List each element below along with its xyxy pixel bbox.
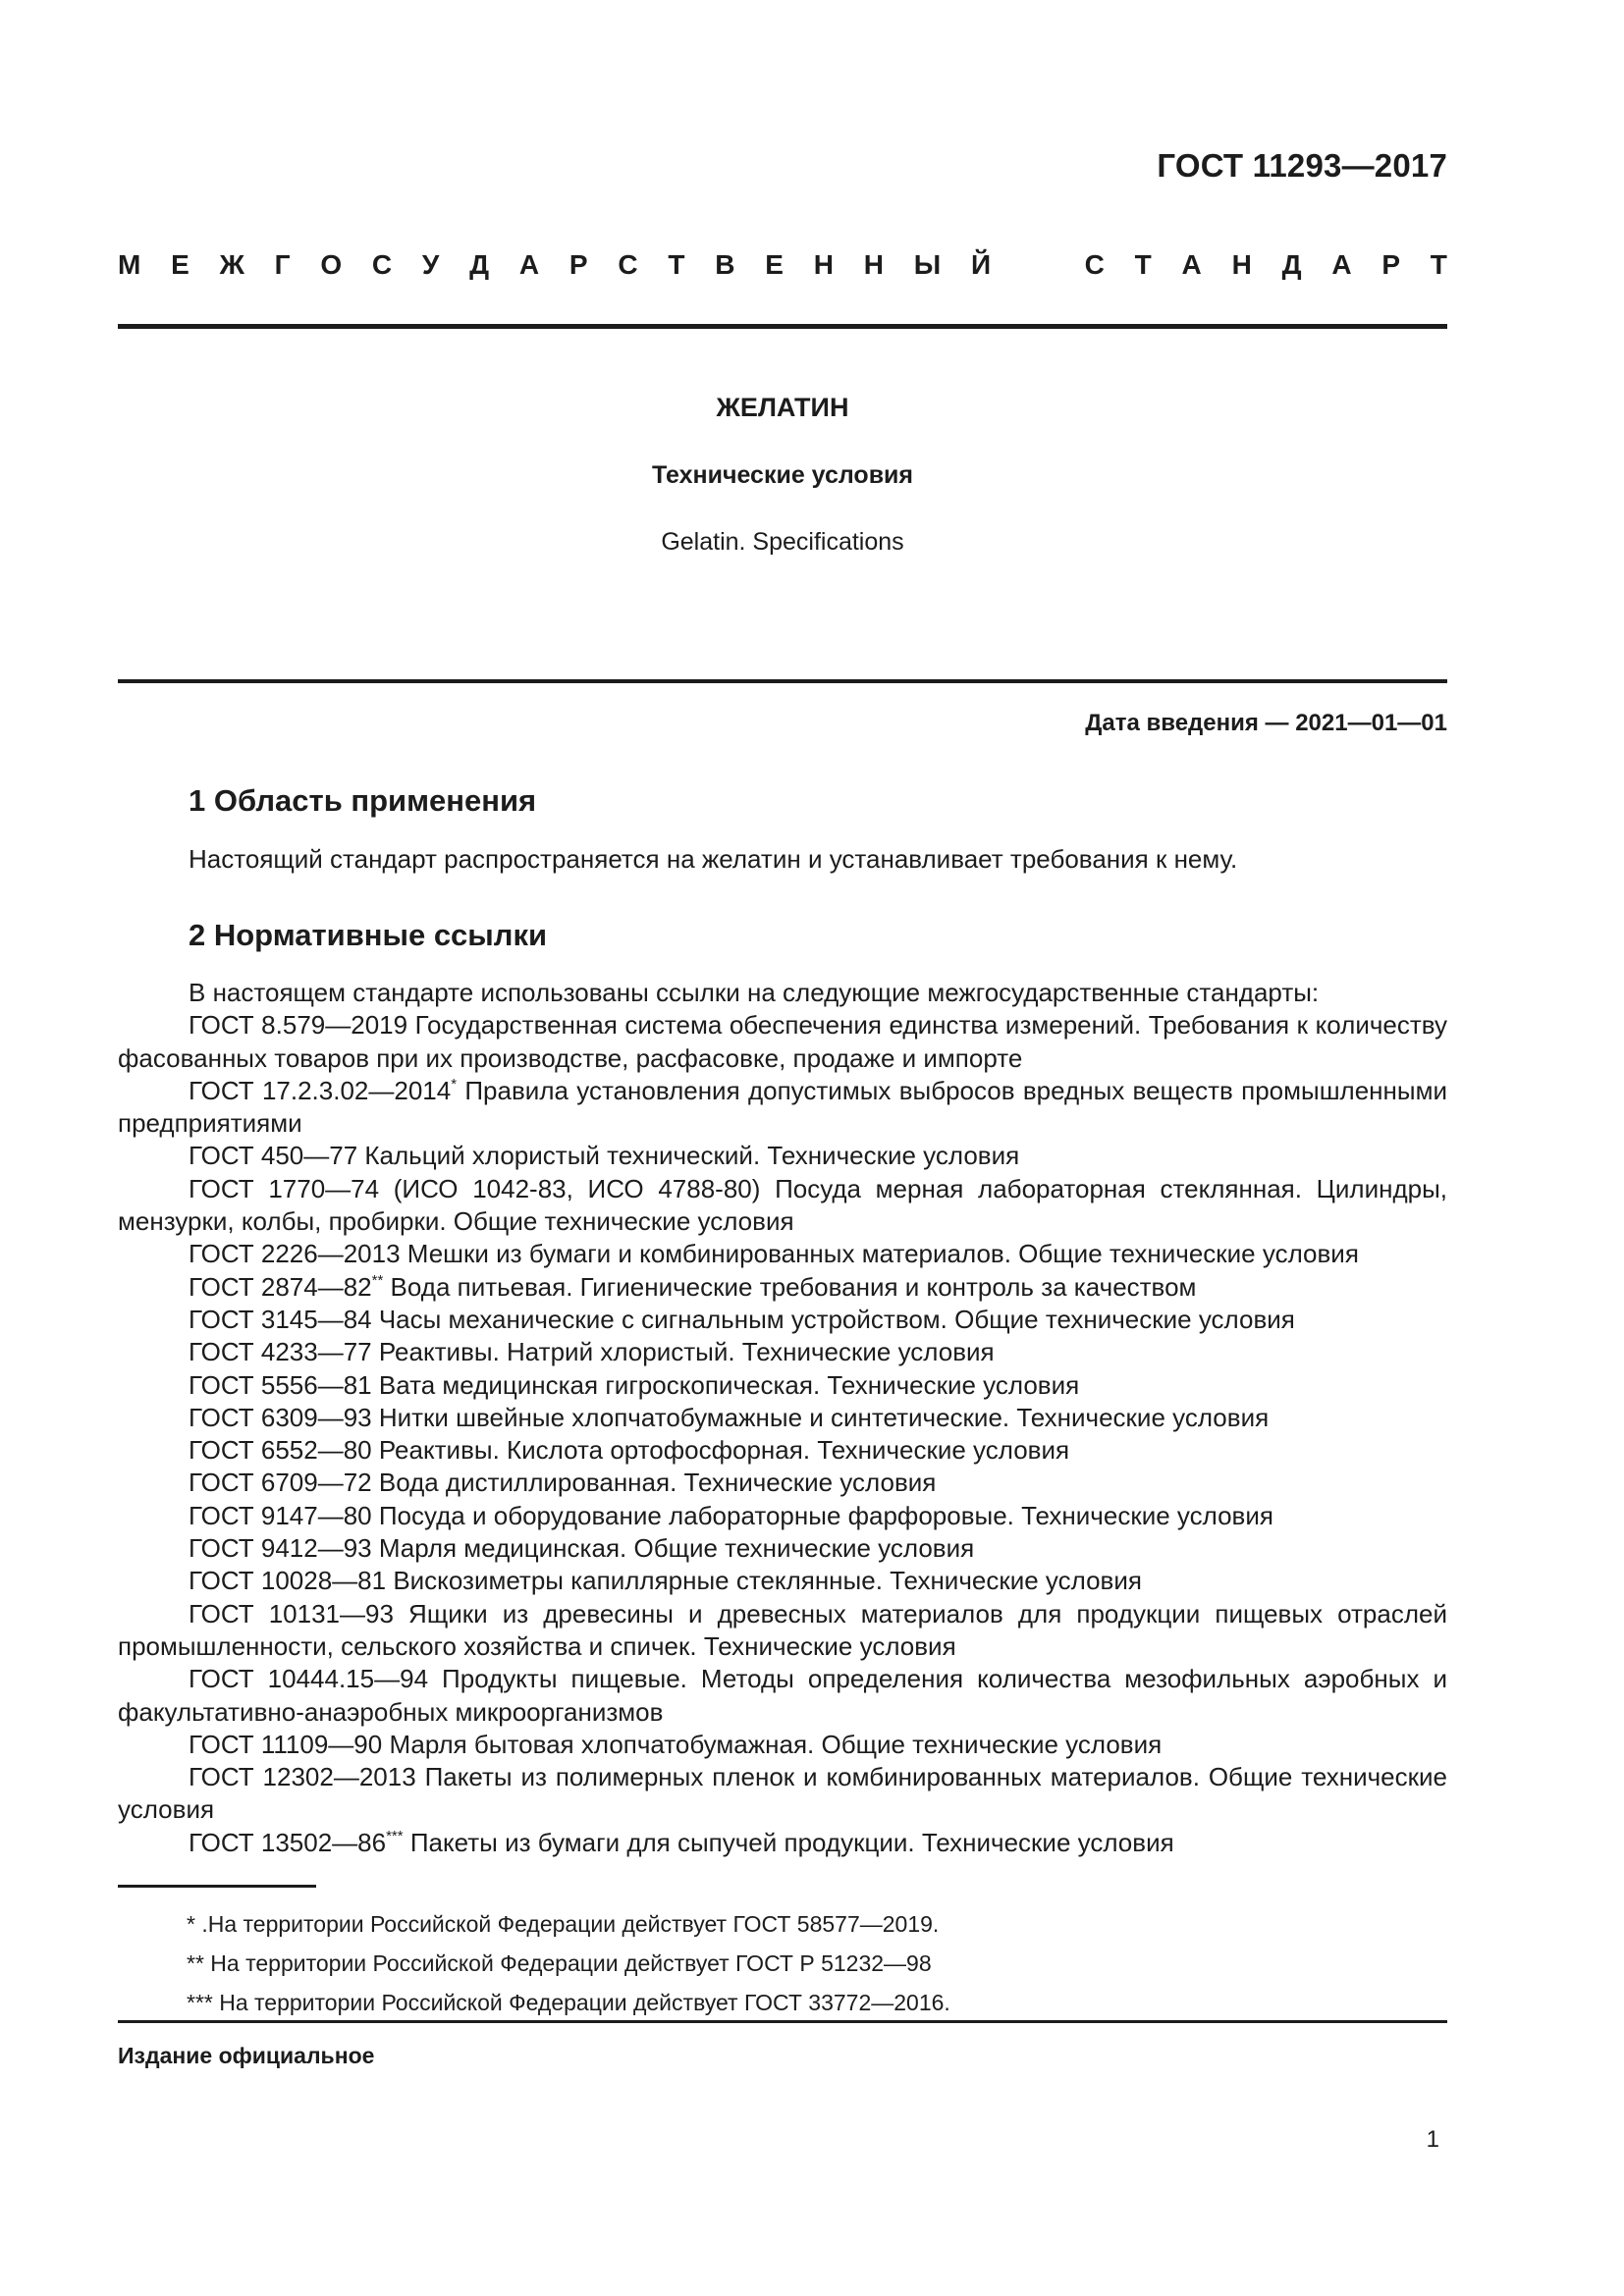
footnote-marker: * bbox=[451, 1075, 458, 1093]
reference-code: ГОСТ 6709—72 bbox=[189, 1468, 372, 1498]
references-list bbox=[118, 977, 1447, 1859]
reference-item bbox=[118, 1500, 1447, 1532]
reference-title: Нитки швейные хлопчатобумажные и синтетические. Технические условия bbox=[371, 1402, 1270, 1432]
document-title-english: Gelatin. Specifications bbox=[661, 528, 904, 556]
reference-title: Посуда мерная лабораторная стеклянная. Цилиндры, мензурки, колбы, пробирки. Общие технические условия bbox=[118, 1173, 1447, 1237]
banner-letter: Д bbox=[1281, 249, 1302, 280]
footnote-marker: ** bbox=[371, 1271, 384, 1289]
footnote-rule bbox=[118, 1885, 316, 1888]
reference-title: Продукты пищевые. Методы определения количества мезофильных аэробных и факультативно-анаэробных микроорганизмов bbox=[118, 1664, 1447, 1727]
reference-title: Реактивы. Кислота ортофосфорная. Технические условия bbox=[371, 1435, 1070, 1466]
banner-letter: Н bbox=[1231, 249, 1252, 280]
reference-code: ГОСТ 11109—90 bbox=[189, 1729, 383, 1759]
reference-title: Часы механические с сигнальным устройством. Общие технические условия bbox=[371, 1304, 1295, 1334]
document-title: ЖЕЛАТИН bbox=[716, 393, 849, 422]
banner-letter: Т bbox=[1430, 249, 1447, 280]
banner-letter: Т bbox=[1134, 249, 1152, 280]
reference-code: ГОСТ 8.579—2019 bbox=[189, 1010, 408, 1041]
bottom-rule bbox=[118, 2020, 1447, 2023]
reference-title: Правила установления допустимых выбросов вредных веществ промышленными предприятиями bbox=[118, 1075, 1447, 1139]
banner-letter: Е bbox=[765, 249, 784, 280]
reference-item bbox=[118, 1009, 1447, 1075]
document-subtitle: Технические условия bbox=[651, 461, 914, 489]
banner-letter: С bbox=[1084, 249, 1105, 280]
reference-item bbox=[118, 1598, 1447, 1664]
reference-code: ГОСТ 10131—93 bbox=[189, 1598, 394, 1629]
reference-code: ГОСТ 13502—86 bbox=[189, 1827, 387, 1857]
reference-item bbox=[118, 1369, 1447, 1402]
title-rule bbox=[118, 679, 1447, 683]
banner-letter: Ж bbox=[219, 249, 244, 280]
reference-code: ГОСТ 6552—80 bbox=[189, 1435, 372, 1466]
top-rule bbox=[118, 324, 1447, 329]
footnote: * .На территории Российской Федерации действует ГОСТ 58577—2019. bbox=[187, 1911, 940, 1937]
references-intro: В настоящем стандарте использованы ссылки на следующие межгосударственные стандарты: bbox=[189, 978, 1320, 1007]
banner-letter: Д bbox=[469, 249, 490, 280]
banner-letter: М bbox=[118, 249, 141, 280]
reference-title: Вискозиметры капиллярные стеклянные. Технические условия bbox=[386, 1566, 1142, 1596]
official-edition-label: Издание официальное bbox=[118, 2043, 375, 2068]
reference-code: ГОСТ 2874—82 bbox=[189, 1271, 372, 1302]
banner-letter: Е bbox=[171, 249, 189, 280]
reference-code: ГОСТ 12302—2013 bbox=[189, 1762, 416, 1792]
reference-title: Вата медицинская гигроскопическая. Технические условия bbox=[371, 1369, 1080, 1400]
banner-letter: Г bbox=[274, 249, 291, 280]
reference-item bbox=[118, 1565, 1447, 1597]
banner-letter: У bbox=[421, 249, 440, 280]
reference-title: Марля бытовая хлопчатобумажная. Общие технические условия bbox=[382, 1729, 1163, 1759]
banner-letter: А bbox=[1331, 249, 1352, 280]
reference-code: ГОСТ 10028—81 bbox=[189, 1566, 387, 1596]
reference-title: Ящики из древесины и древесных материалов для продукции пищевых отраслей промышленности, сельского хозяйства и спичек. Технические условия bbox=[118, 1598, 1447, 1661]
reference-code: ГОСТ 5556—81 bbox=[189, 1369, 372, 1400]
reference-code: ГОСТ 17.2.3.02—2014 bbox=[189, 1075, 452, 1105]
reference-item bbox=[118, 1173, 1447, 1239]
reference-item bbox=[118, 1140, 1447, 1172]
reference-title: Вода питьевая. Гигиенические требования и контроль за качеством bbox=[383, 1271, 1197, 1302]
banner-letter: Р bbox=[1381, 249, 1401, 280]
page-number: 1 bbox=[1426, 2126, 1439, 2153]
reference-title: Пакеты из бумаги для сыпучей продукции. Технические условия bbox=[403, 1827, 1174, 1857]
reference-code: ГОСТ 3145—84 bbox=[189, 1304, 372, 1334]
footnote: *** На территории Российской Федерации действует ГОСТ 33772—2016. bbox=[187, 1990, 950, 2015]
reference-item bbox=[118, 1402, 1447, 1434]
banner-letter: С bbox=[371, 249, 393, 280]
reference-item bbox=[118, 1467, 1447, 1499]
reference-item bbox=[118, 1336, 1447, 1368]
gost-number: ГОСТ 11293—2017 bbox=[1157, 147, 1447, 184]
reference-title: Посуда и оборудование лабораторные фарфоровые. Технические условия bbox=[371, 1500, 1273, 1530]
banner-letter: Ы bbox=[913, 249, 942, 280]
banner-letter: Н bbox=[863, 249, 884, 280]
footnote-marker: *** bbox=[386, 1827, 404, 1844]
reference-code: ГОСТ 6309—93 bbox=[189, 1402, 372, 1432]
banner-letter: Й bbox=[970, 249, 992, 280]
reference-code: ГОСТ 10444.15—94 bbox=[189, 1664, 429, 1694]
reference-item bbox=[118, 1761, 1447, 1827]
banner-letter: Н bbox=[813, 249, 834, 280]
reference-code: ГОСТ 2226—2013 bbox=[189, 1239, 401, 1269]
reference-item bbox=[118, 1663, 1447, 1729]
footnote: ** На территории Российской Федерации действует ГОСТ Р 51232—98 bbox=[187, 1950, 932, 1976]
reference-item bbox=[118, 1304, 1447, 1336]
footnotes bbox=[187, 1904, 950, 2022]
banner-letter: О bbox=[320, 249, 343, 280]
reference-title: Пакеты из полимерных пленок и комбинированных материалов. Общие технические условия bbox=[118, 1762, 1447, 1825]
scope-paragraph: Настоящий стандарт распространяется на желатин и устанавливает требования к нему. bbox=[189, 844, 1238, 874]
banner-letter: А bbox=[1181, 249, 1202, 280]
section-heading-references: 2 Нормативные ссылки bbox=[189, 918, 548, 952]
banner-letter: В bbox=[715, 249, 735, 280]
banner-letter: С bbox=[618, 249, 638, 280]
reference-title: Государственная система обеспечения единства измерений. Требования к количеству фасованных товаров при их производстве, расфасовке, продаже и импорте bbox=[118, 1010, 1448, 1073]
interstate-standard-banner bbox=[118, 249, 1447, 281]
reference-code: ГОСТ 1770—74 (ИСО 1042-83, ИСО 4788-80) bbox=[189, 1173, 761, 1203]
reference-item bbox=[118, 1434, 1447, 1467]
section-heading-scope: 1 Область применения bbox=[189, 783, 537, 818]
reference-code: ГОСТ 4233—77 bbox=[189, 1337, 372, 1367]
reference-title: Реактивы. Натрий хлористый. Технические условия bbox=[371, 1337, 995, 1367]
banner-letter: А bbox=[518, 249, 540, 280]
introduction-date: Дата введения — 2021—01—01 bbox=[1085, 710, 1447, 736]
reference-title: Кальций хлористый технический. Технические условия bbox=[357, 1141, 1020, 1171]
banner-word-gap bbox=[1021, 249, 1055, 281]
reference-code: ГОСТ 9412—93 bbox=[189, 1533, 372, 1564]
reference-item bbox=[118, 1075, 1447, 1141]
reference-code: ГОСТ 450—77 bbox=[189, 1141, 358, 1171]
reference-item bbox=[118, 1271, 1447, 1304]
reference-title: Вода дистиллированная. Технические условия bbox=[371, 1468, 937, 1498]
reference-title: Мешки из бумаги и комбинированных материалов. Общие технические условия bbox=[400, 1239, 1359, 1269]
banner-letter: Т bbox=[668, 249, 685, 280]
reference-item bbox=[118, 1827, 1447, 1859]
reference-item bbox=[118, 1532, 1447, 1565]
banner-letter: Р bbox=[568, 249, 588, 280]
reference-code: ГОСТ 9147—80 bbox=[189, 1500, 372, 1530]
reference-item bbox=[118, 1238, 1447, 1270]
reference-item bbox=[118, 1729, 1447, 1761]
reference-title: Марля медицинская. Общие технические условия bbox=[371, 1533, 975, 1564]
